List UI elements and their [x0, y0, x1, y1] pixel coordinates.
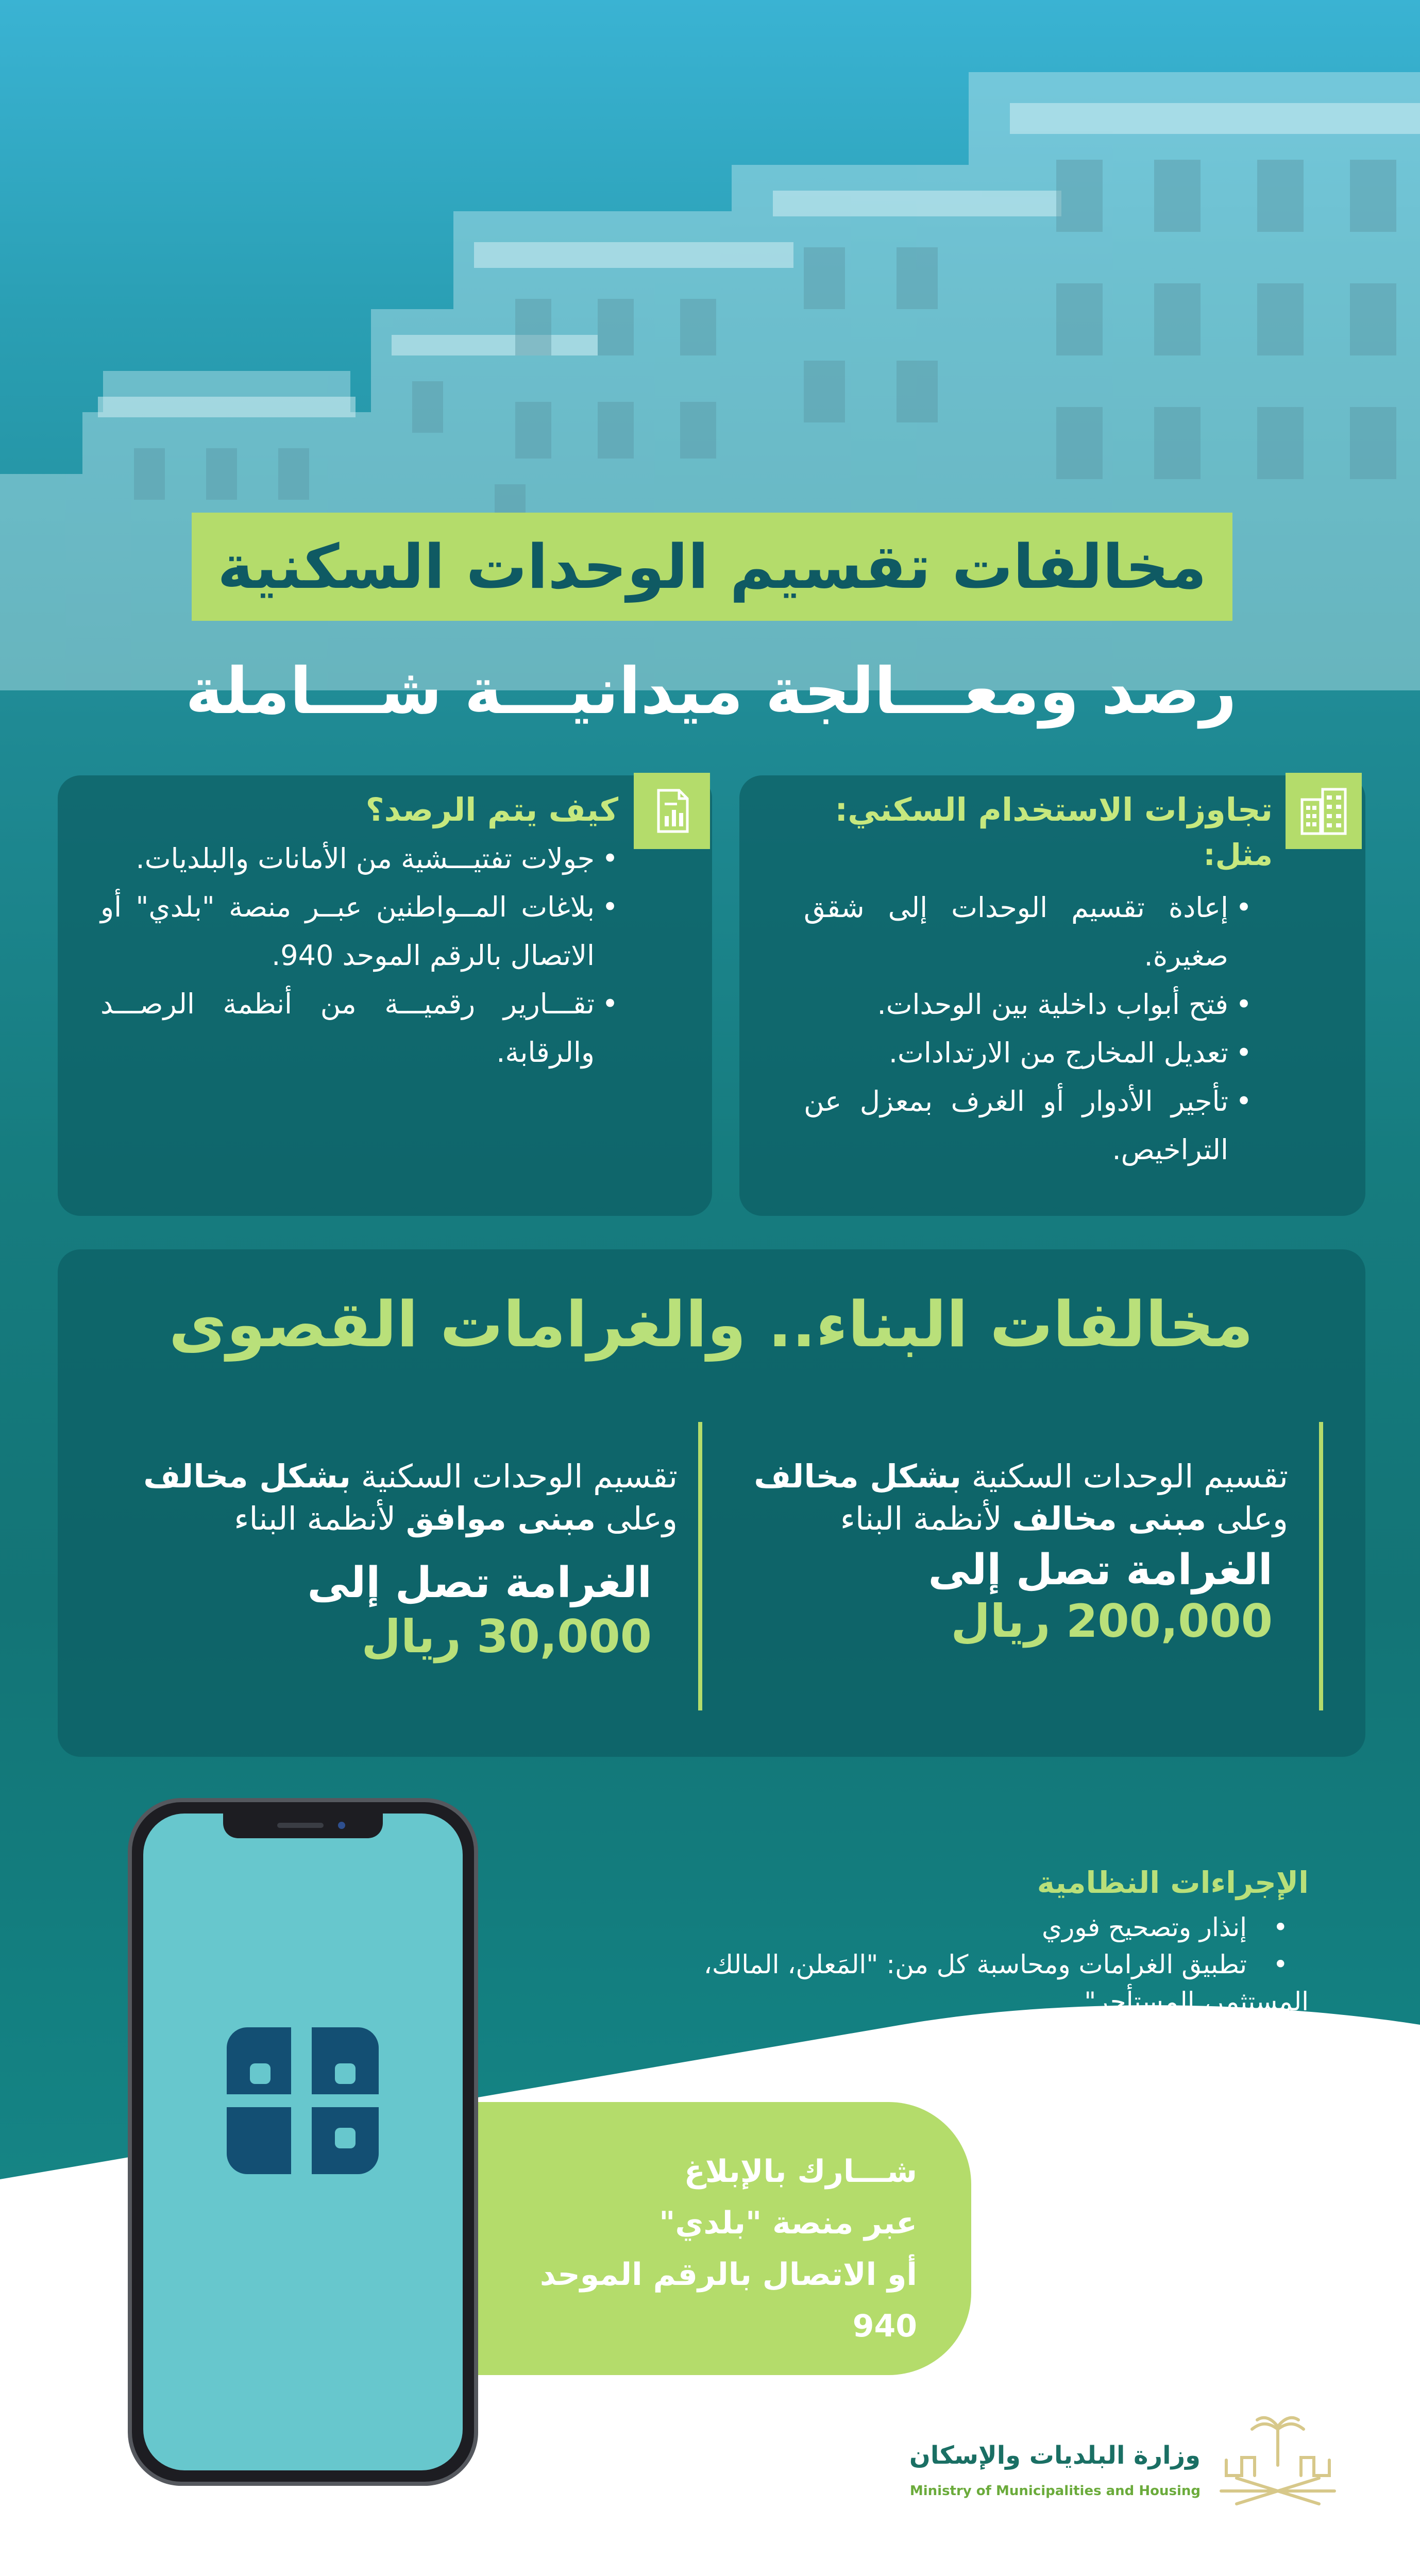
main-title-banner [192, 513, 1232, 621]
procedures-heading: الإجراءات النظامية [1037, 1865, 1309, 1900]
list-item: المستثمر، المستأجر" [1084, 1987, 1309, 2016]
monitoring-heading: كيف يتم الرصد؟ [365, 791, 618, 828]
list-item: • إعادة تقسيم الوحدات إلى شقق صغيرة. [804, 884, 1252, 980]
violations-example-label: مثل: [1203, 837, 1273, 872]
fine-block-violating-building [716, 1455, 1288, 1540]
ministry-name-english: Ministry of Municipalities and Housing [909, 2483, 1201, 2499]
fine-amount-30000: 30,000 ريال [361, 1610, 652, 1663]
fines-heading: مخالفات البناء.. والغرامات القصوى [168, 1288, 1254, 1361]
list-item: • فتح أبواب داخلية بين الوحدات. [804, 980, 1252, 1029]
fine-title: الغرامة تصل إلى [928, 1546, 1273, 1595]
list-item: • تقـــارير رقميـــة من أنظمة الرصـــد والرقابة. [100, 980, 618, 1077]
main-title: مخالفات تقسيم الوحدات السكنية [217, 531, 1207, 602]
divider-line [698, 1422, 702, 1710]
fine-condition-line-2: وعلى مبنى موافق لأنظمة البناء [234, 1500, 678, 1537]
ministry-name-arabic: وزارة البلديات والإسكان [909, 2441, 1201, 2470]
subtitle: رصد ومعـــالجة ميدانيـــة شـــاملة [185, 654, 1237, 728]
violations-heading: تجاوزات الاستخدام السكني: [835, 791, 1273, 828]
list-item: • تأجير الأدوار أو الغرف بمعزل عن التراخيص. [804, 1077, 1252, 1174]
saudi-emblem-palm-swords-icon [1216, 2403, 1340, 2517]
fine-condition-line-1: تقسيم الوحدات السكنية بشكل مخالف [754, 1458, 1288, 1495]
violations-list [804, 884, 1252, 1174]
report-line-3: أو الاتصال بالرقم الموحد 940 [539, 2257, 917, 2344]
balady-app-logo-icon [227, 2027, 379, 2174]
list-item: • تعديل المخارج من الارتدادات. [804, 1029, 1252, 1077]
fine-block-compliant-building [95, 1455, 678, 1540]
divider-line [1319, 1422, 1323, 1710]
report-callout-text [495, 2146, 917, 2352]
list-item: • إنذار وتصحيح فوري [556, 1909, 1309, 1946]
list-item: • بلاغات المــواطنين عبــر منصة "بلدي" أو الاتصال بالرقم الموحد 940. [100, 883, 618, 980]
building-icon [1286, 773, 1362, 849]
fine-condition-line-2: وعلى مبنى مخالف لأنظمة البناء [840, 1500, 1288, 1537]
list-item: • جولات تفتيـــشية من الأمانات والبلديات. [100, 835, 618, 883]
report-line-2: عبر منصة "بلدي" [659, 2205, 917, 2241]
procedures-list [556, 1909, 1309, 2020]
fine-amount-200000: 200,000 ريال [951, 1595, 1273, 1648]
report-document-icon [634, 773, 710, 849]
monitoring-list [100, 835, 618, 1077]
fine-condition-line-1: تقسيم الوحدات السكنية بشكل مخالف [143, 1458, 678, 1495]
list-item: • تطبيق الغرامات ومحاسبة كل من: "المَعلن، المالك، [556, 1946, 1309, 1983]
fine-title: الغرامة تصل إلى [307, 1558, 652, 1607]
report-line-1: شـــارك بالإبلاغ [684, 2154, 917, 2190]
